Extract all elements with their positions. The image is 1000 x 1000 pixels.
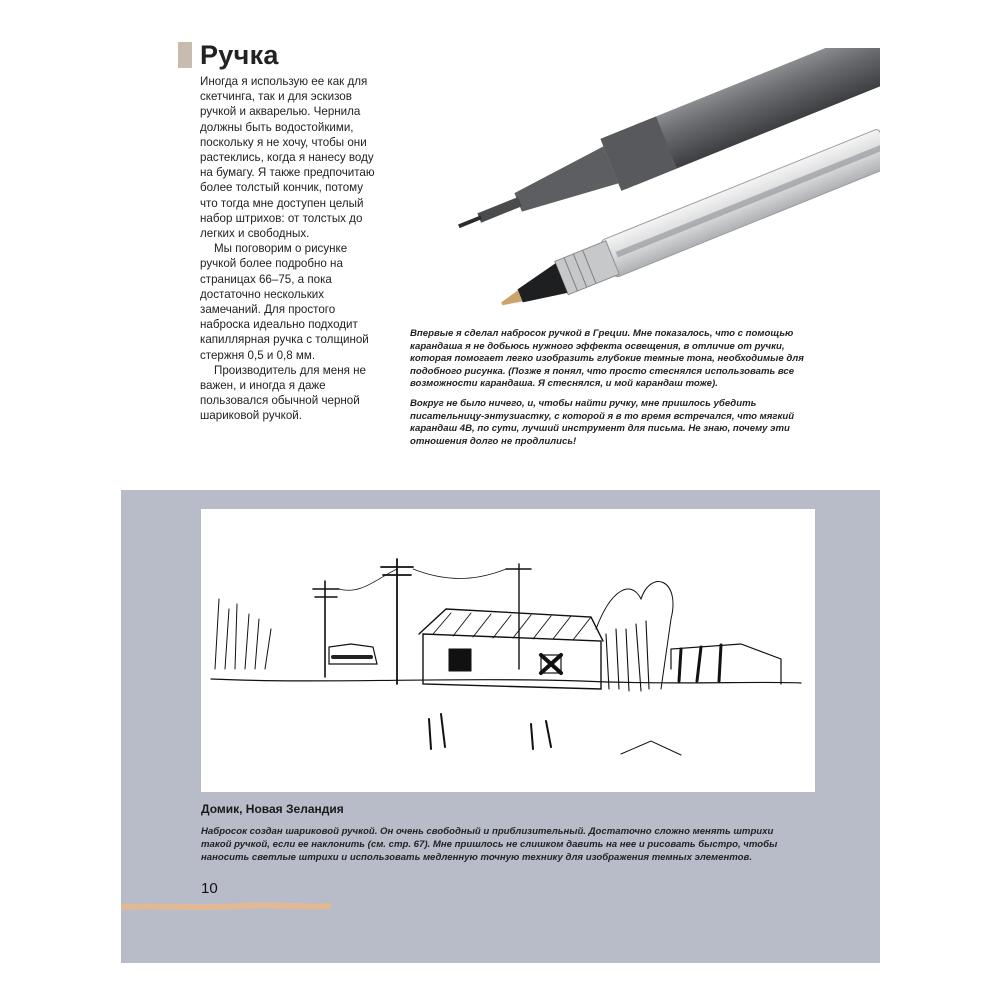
pens-illustration xyxy=(438,48,880,310)
sketch-title: Домик, Новая Зеландия xyxy=(201,802,344,816)
house-sketch-drawing xyxy=(201,509,815,792)
pens-photo xyxy=(438,48,880,310)
body-text xyxy=(200,74,378,424)
title-accent-bar xyxy=(178,42,192,68)
caption-paragraph: Впервые я сделал набросок ручкой в Греции. Мне показалось, что с помощью карандаша я не добьюсь нужного эффекта освещения, в отличие от ручки, которая помогает легко изобразить глубокие темные тона, необходимые для подобного рисунка. (Позже я понял, что просто стеснялся использовать все возможности карандаша. Я стеснялся, и мой карандаш тоже). xyxy=(410,328,804,390)
page-number: 10 xyxy=(201,880,218,897)
photo-caption xyxy=(410,328,820,455)
decorative-brush-stroke xyxy=(121,900,331,912)
body-paragraph: Иногда я использую ее как для скетчинга, так и для эскизов ручкой и акварелью. Чернила должны быть водостойкими, поскольку я не хочу, чтобы они растеклись, когда я нанесу воду на бумагу. Я также предпочитаю более толстый кончик, потому что тогда мне доступен целый набор штрихов: от толстых до легких и свободных. xyxy=(200,75,375,241)
section-header xyxy=(178,40,279,70)
house-sketch xyxy=(201,509,815,792)
body-paragraph: Мы поговорим о рисунке ручкой более подробно на страницах 66–75, а пока достаточно нескольких замечаний. Для простого наброска идеально подходит капиллярная ручка с толщиной стержня 0,5 и 0,8 мм. xyxy=(200,242,369,362)
page-title: Ручка xyxy=(200,39,279,70)
caption-paragraph: Вокруг не было ничего, и, чтобы найти ручку, мне пришлось убедить писательницу-энтузиастку, с которой я в то время встречался, что мягкий карандаш 4B, по сути, лучший инструмент для письма. Не знаю, почему эти отношения долго не продлились! xyxy=(410,397,795,447)
sketch-caption: Набросок создан шариковой ручкой. Он очень свободный и приблизительный. Достаточно сложно менять штрихи такой ручкой, если ее наклонить (см. стр. 67). Мне пришлось не слишком давить на нее и рисовать быстро, чтобы наносить светлые штрихи и использовать медленную точную технику для изображения темных элементов. xyxy=(201,826,778,863)
body-paragraph: Производитель для меня не важен, и иногда я даже пользовался обычной черной шариковой ручкой. xyxy=(200,363,366,423)
